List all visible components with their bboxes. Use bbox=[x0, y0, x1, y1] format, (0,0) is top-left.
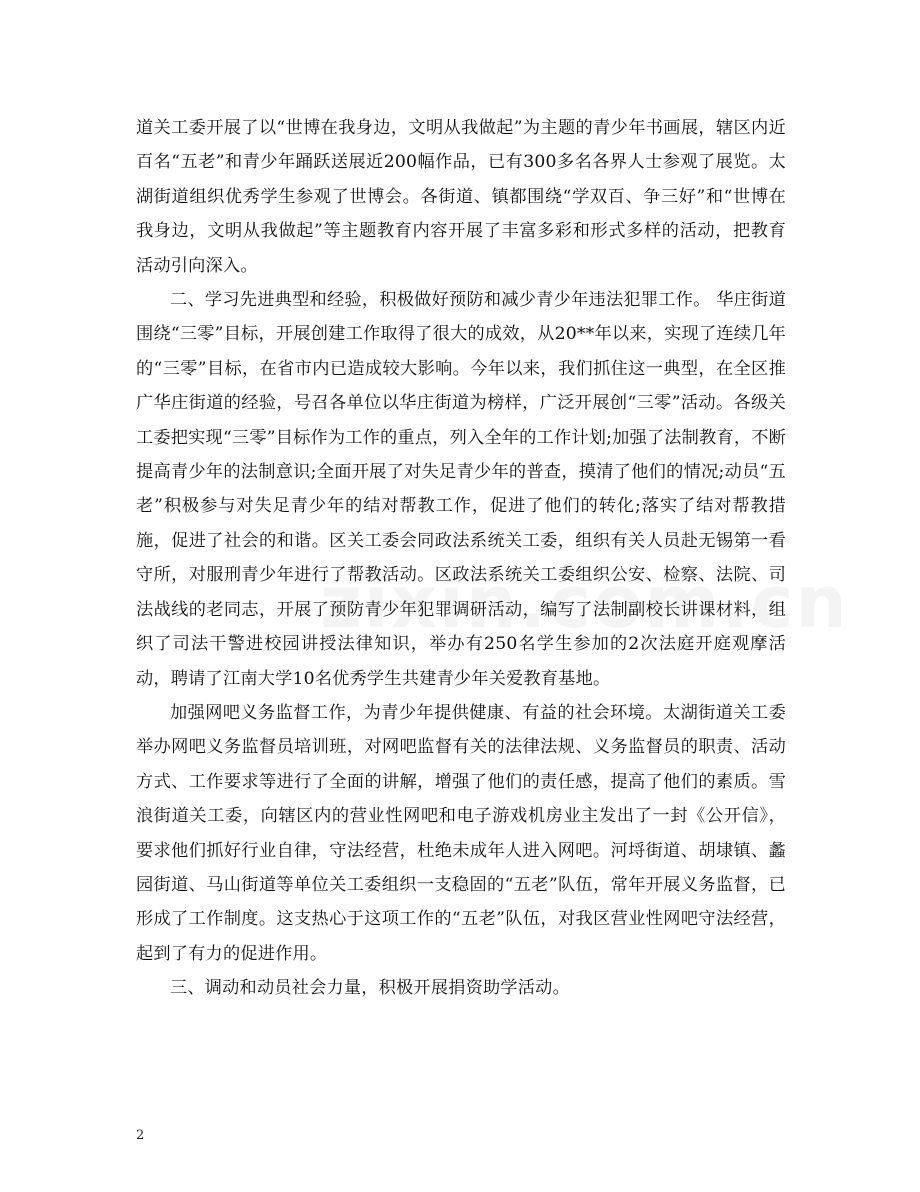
document-body bbox=[136, 111, 786, 1006]
paragraph-3: 加强网吧义务监督工作，为青少年提供健康、有益的社会环境。太湖街道关工委举办网吧义务监督员培训班，对网吧监督有关的法律法规、义务监督员的职责、活动方式、工作要求等进行了全面的讲解，增强了他们的责任感，提高了他们的素质。雪浪街道关工委，向辖区内的营业性网吧和电子游戏机房业主发出了一封《公开信》，要求他们抓好行业自律，守法经营，杜绝未成年人进入网吧。河埒街道、胡埭镇、蠡园街道、马山街道等单位关工委组织一支稳固的“五老”队伍，常年开展义务监督，已形成了工作制度。这支热心于这项工作的“五老”队伍，对我区营业性网吧守法经营，起到了有力的促进作用。 bbox=[136, 702, 786, 964]
paragraph-1: 道关工委开展了以“世博在我身边，文明从我做起”为主题的青少年书画展，辖区内近百名“五老”和青少年踊跃送展近200幅作品，已有300多名各界人士参观了展览。太湖街道组织优秀学生参观了世博会。各街道、镇都围绕“学双百、争三好”和“世博在我身边，文明从我做起”等主题教育内容开展了丰富多彩和形式多样的活动，把教育活动引向深入。 bbox=[136, 118, 786, 276]
page-number: 2 bbox=[136, 1128, 145, 1143]
paragraph-4: 三、调动和动员社会力量，积极开展捐资助学活动。 bbox=[170, 978, 570, 999]
paragraph-2: 二、学习先进典型和经验，积极做好预防和减少青少年违法犯罪工作。 华庄街道围绕“三零”目标，开展创建工作取得了很大的成效，从20**年以来，实现了连续几年的“三零”目标，在省市内已造成较大影响。今年以来，我们抓住这一典型，在全区推广华庄街道的经验，号召各单位以华庄街道为榜样，广泛开展创“三零”活动。各级关工委把实现“三零”目标作为工作的重点，列入全年的工作计划;加强了法制教育，不断提高青少年的法制意识;全面开展了对失足青少年的普查，摸清了他们的情况;动员“五老”积极参与对失足青少年的结对帮教工作，促进了他们的转化;落实了结对帮教措施，促进了社会的和谐。区关工委会同政法系统关工委，组织有关人员赴无锡第一看守所，对服刑青少年进行了帮教活动。区政法系统关工委组织公安、检察、法院、司法战线的老同志，开展了预防青少年犯罪调研活动，编写了法制副校长讲课材料，组织了司法干警进校园讲授法律知识，举办有250名学生参加的2次法庭开庭观摩活动，聘请了江南大学10名优秀学生共建青少年关爱教育基地。 bbox=[136, 290, 786, 689]
